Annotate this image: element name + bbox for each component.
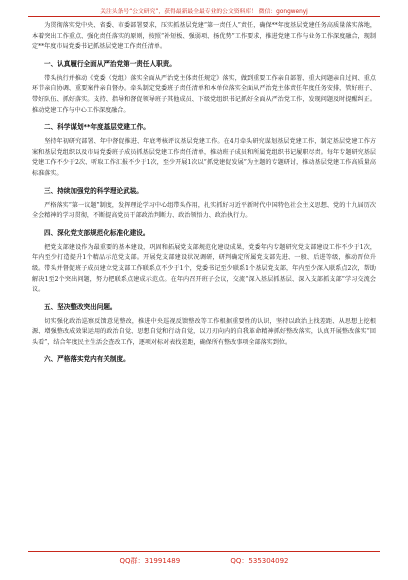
document-body (32, 21, 376, 369)
section-body-4: 把党支部建设作为最重要的基本建设，巩固和拓展党支部规范化建设成果，党委年内专题研究党支部建设工作不少于1次，年内至少打造提升1个精品示范党支部。开展党支部建设状况调研，研判确定所属党支部先进、一般、后进等级，推动晋位升级。带头并督促班子成员建立党支部工作联系点不少于1个，党委书记至少联系1个基层党支部，年内至少深入联系点2次，帮助解决1至2个突出问题，努力把联系点建成示范点。在年内召开班子会议，交流“深入基层抓基层、深入支部抓支部”学习交流会议。 (32, 243, 376, 294)
section-heading-1: 一、认真履行全面从严治党第一责任人职责。 (44, 59, 176, 68)
footer-divider (28, 551, 380, 552)
header-banner: 关注头条号“公文研究”，获得最新最全最专业的公文资料库！ 微信：gongwenyj (100, 9, 308, 15)
intro-paragraph: 为贯彻落实党中央、省委、市委部署要求，压实抓基层党建“第一责任人”责任，确保**年度基层党建任务高质量落实落地，本着突出工作重点、强化责任落实的原则，按照“补短板、强弱项、扬优势”工作要求，推进党建工作与业务工作深度融合，现制定**年度市局党委书记抓基层党建工作责任清单。 (32, 22, 376, 51)
footer-qq: QQ：535304092 (230, 557, 289, 565)
footer-qq-group: QQ群：31991489 (119, 557, 181, 565)
footer-contacts (0, 556, 408, 566)
header-divider (28, 16, 380, 17)
section-heading-2: 二、科学谋划**年度基层党建工作。 (44, 123, 150, 132)
section-heading-3: 三、持续加强党的科学理论武装。 (44, 186, 143, 195)
section-heading-4: 四、深化党支部规范化标准化建设。 (44, 228, 150, 237)
section-heading-6: 六、严格落实党内有关制度。 (44, 355, 130, 364)
section-body-3: 严格落实“第一议题”制度，发挥理论学习中心组带头作用，扎实抓好习近平新时代中国特色社会主义思想、党的十九届历次全会精神的学习贯彻，不断提高党员干部政治判断力、政治领悟力、政治执行力。 (32, 201, 376, 220)
section-body-2: 坚持年初研究部署、年中督促推进、年底考核评议基层党建工作。在4月牵头研究谋划基层党建工作，制定基层党建工作方案和基层党组织以及市局党委班子成员抓基层党建工作责任清单，推动班子成员和所属党组织书记履职尽责。每年专题研究基层党建工作不少于2次、听取工作汇报不少于1次，至少开展1次以“抓党建促发展”为主题的专题研讨，推动基层党建工作高质量高标准落实。 (32, 138, 376, 177)
section-body-5: 切实强化政治巡察反馈意见整改，推进中央巡视反馈整改等工作根据重要性的认识，坚持以政治上找差距、从思想上挖根源、增强整改成效果运用的政治自觉、思想自觉和行动自觉，以刀刃向内的自我革命精神抓好整改落实，认真开展整改落实“回头看”，结合年度民主生活会查改工作，逐项对标对表找差距，确保所有整改事项全部落实到位。 (32, 317, 376, 346)
section-body-1: 带头执行并推动《党委（党组）落实全面从严治党主体责任规定》落实，做到重要工作亲自部署、重大问题亲自过问、重点环节亲自协调、重要案件亲自督办。牵头制定党委班子责任清单和本单位落实全面从严治党主体责任年度任务安排，管好班子、带好队伍、抓好落实。支持、指导和督促领导班子其他成员、下级党组织书记抓好全面从严治党工作，发现问题及时提醒纠正。推动党建工作与中心工作深度融合。 (32, 74, 376, 114)
section-heading-5: 五、坚决整改突出问题。 (44, 302, 117, 311)
